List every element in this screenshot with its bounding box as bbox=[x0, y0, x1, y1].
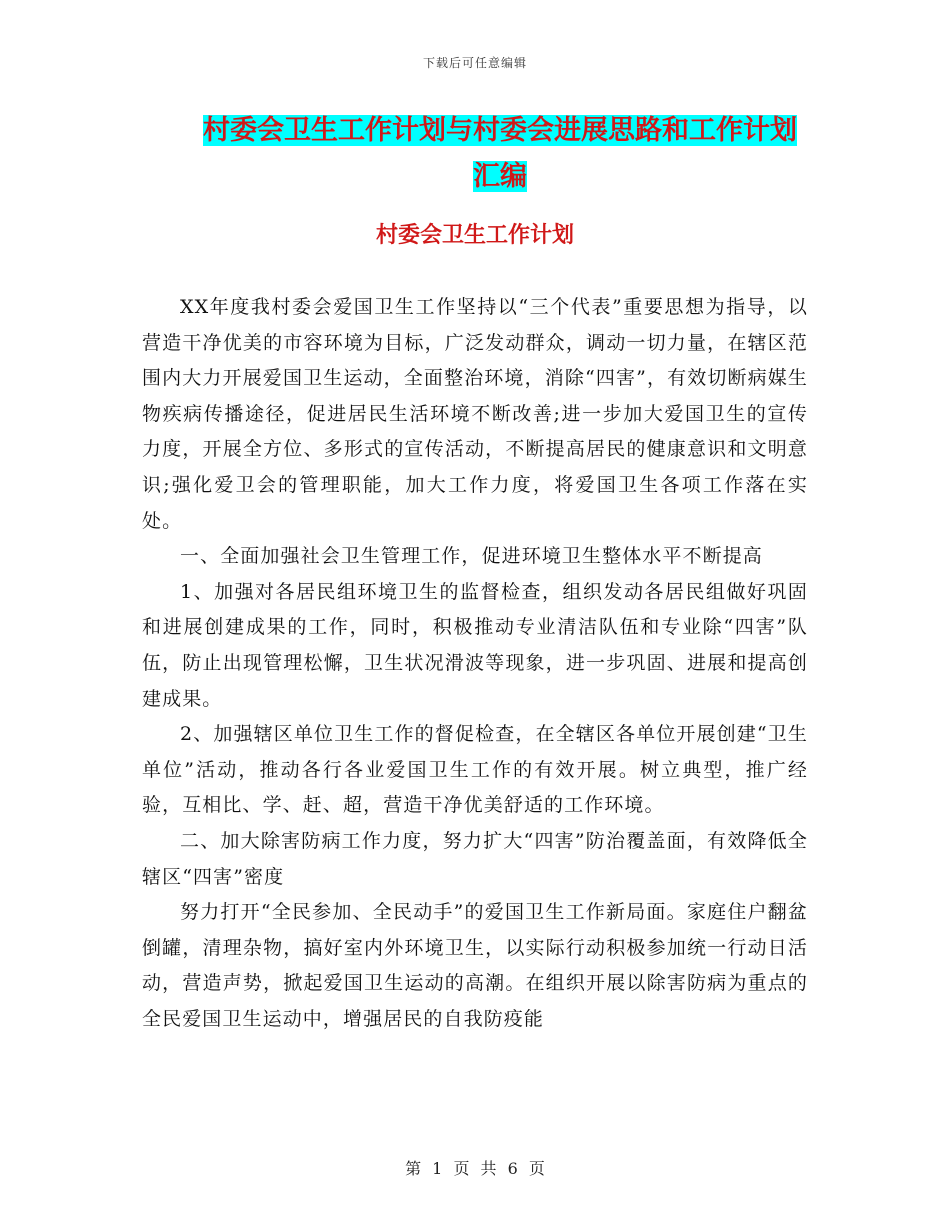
document-title bbox=[190, 108, 810, 200]
header-note: 下载后可任意编辑 bbox=[422, 56, 527, 70]
document-title-text: 村委会卫生工作计划与村委会进展思路和工作计划汇编 bbox=[203, 115, 797, 192]
paragraph-intro: XX年度我村委会爱国卫生工作坚持以“三个代表”重要思想为指导，以营造干净优美的市容环境为目标，广泛发动群众，调动一切力量，在辖区范围内大力开展爱国卫生运动，全面整治环境，消除“四害”，有效切断病媒生物疾病传播途径，促进居民生活环境不断改善;进一步加大爱国卫生的宣传力度，开展全方位、多形式的宣传活动，不断提高居民的健康意识和文明意识;强化爱卫会的管理职能，加大工作力度，将爱国卫生各项工作落在实处。 bbox=[142, 296, 808, 532]
paragraph-item-2: 2、加强辖区单位卫生工作的督促检查，在全辖区各单位开展创建“卫生单位”活动，推动各行各业爱国卫生工作的有效开展。树立典型，推广经验，互相比、学、赶、超，营造干净优美舒适的工作环境。 bbox=[142, 723, 808, 817]
section-title: 村委会卫生工作计划 bbox=[375, 223, 574, 248]
paragraph-body: 努力打开“全民参加、全民动手”的爱国卫生工作新局面。家庭住户翻盆倒罐，清理杂物，搞好室内外环境卫生，以实际行动积极参加统一行动日活动，营造声势，掀起爱国卫生运动的高潮。在组织开展以除害防病为重点的全民爱国卫生运动中，增强居民的自我防疫能 bbox=[142, 901, 808, 1030]
paragraph-heading-1: 一、全面加强社会卫生管理工作，促进环境卫生整体水平不断提高 bbox=[180, 545, 763, 568]
paragraph-item-1: 1、加强对各居民组环境卫生的监督检查，组织发动各居民组做好巩固和进展创建成果的工作，同时，积极推动专业清洁队伍和专业除“四害”队伍，防止出现管理松懈，卫生状况滑波等现象，进一步巩固、进展和提高创建成果。 bbox=[142, 580, 808, 710]
body-text bbox=[142, 290, 808, 1037]
paragraph-heading-2: 二、加大除害防病工作力度，努力扩大“四害”防治覆盖面，有效降低全辖区“四害”密度 bbox=[142, 829, 808, 888]
page-footer: 第 1 页 共 6 页 bbox=[405, 1159, 545, 1178]
